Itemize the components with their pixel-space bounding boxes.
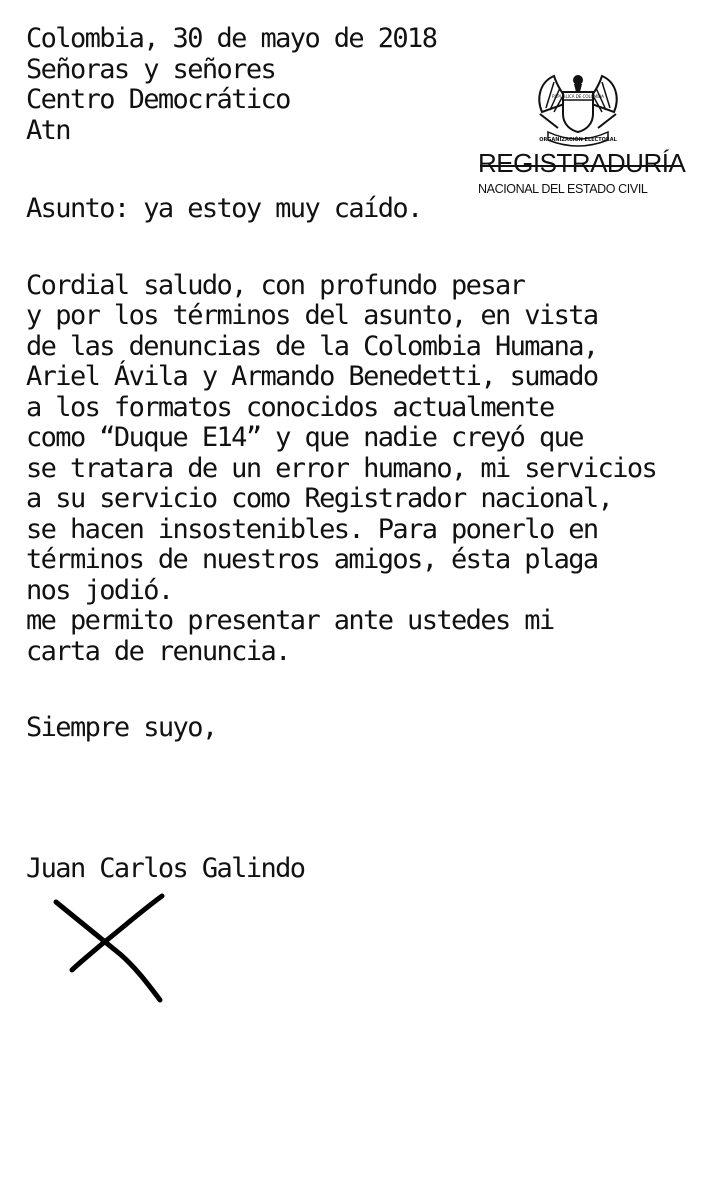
body-line: de las denuncias de la Colombia Humana, [26,330,598,362]
body-line: términos de nuestros amigos, ésta plaga [26,544,598,575]
body-line: como “Duque E14” y que nadie creyó que [26,422,583,453]
emblem-band-text: ORGANIZACIÓN ELECTORAL [539,137,617,143]
letter-signer-name: Juan Carlos Galindo [26,852,305,884]
letter-attention-line: Atn [26,114,70,146]
body-line: Cordial saludo, con profundo pesar [26,269,525,301]
registraduria-seal [478,68,686,213]
letter-closing: Siempre suyo, [26,712,217,743]
body-line: y por los términos del asunto, en vista [26,300,598,331]
body-line: carta de renuncia. [26,635,290,667]
body-line: a su servicio como Registrador nacional, [26,483,613,514]
letter-recipient-line: Centro Democrático [26,84,290,115]
coat-of-arms-icon [528,68,628,150]
body-line: se tratara de un error humano, mi servicios [26,452,657,484]
letter-date-line: Colombia, 30 de mayo de 2018 [26,23,437,54]
body-line: nos jodió. [26,574,173,606]
registraduria-title: REGISTRADURÍA [478,148,686,178]
body-line: a los formatos conocidos actualmente [26,391,554,423]
body-line: me permito presentar ante ustedes mi [26,605,554,636]
letter-body [26,271,716,668]
registraduria-subtitle: NACIONAL DEL ESTADO CIVIL [478,182,648,196]
letter-subject: Asunto: ya estoy muy caído. [26,193,422,224]
letter-salutation-line: Señoras y señores [26,53,276,85]
x-mark-signature-icon [50,892,180,1004]
emblem-country-text: REPÚBLICA DE COLOMBIA [552,94,604,99]
body-line: Ariel Ávila y Armando Benedetti, sumado [26,361,598,392]
body-line: se hacen insostenibles. Para ponerlo en [26,513,598,545]
